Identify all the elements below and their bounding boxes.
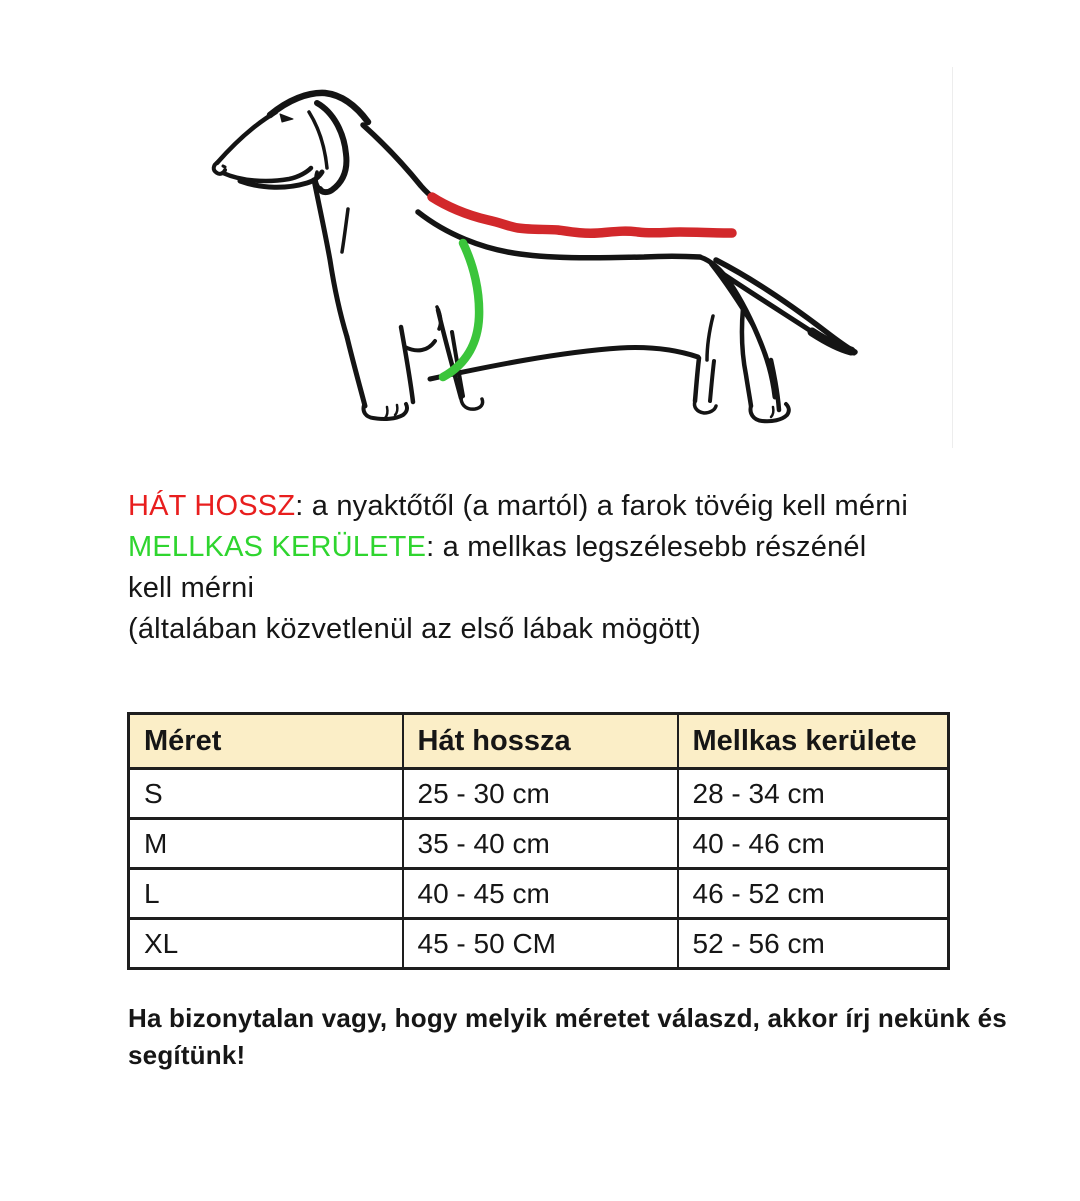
dog-nostril (223, 166, 225, 167)
dachshund-drawing (110, 60, 970, 470)
size-table-body (129, 769, 949, 969)
measurement-diagram (110, 60, 970, 470)
chest-girth-cell: 46 - 52 cm (678, 869, 949, 919)
dog-throat-line (314, 180, 347, 337)
dog-front-paw-toe (385, 407, 387, 418)
dog-thigh-line (711, 264, 755, 329)
table-row-xl (129, 919, 949, 969)
dog-neck-top-line (363, 125, 437, 201)
col-header-chest-girth: Mellkas kerülete (678, 714, 949, 769)
legend-line-chest (128, 527, 988, 568)
size-cell: M (129, 819, 403, 869)
table-row-s (129, 769, 949, 819)
dog-far-rear-paw (694, 401, 716, 413)
size-cell: S (129, 769, 403, 819)
col-header-back-length: Hát hossza (403, 714, 678, 769)
dog-far-rear-leg (695, 358, 699, 401)
back-length-cell: 45 - 50 CM (403, 919, 678, 969)
help-note-line1: Ha bizonytalan vagy, hogy melyik méretet válaszd, akkor írj nekünk és (128, 1003, 1007, 1033)
back-length-measure-line (432, 197, 732, 233)
dog-mouth-line (223, 168, 311, 181)
size-cell: L (129, 869, 403, 919)
back-length-cell: 35 - 40 cm (403, 819, 678, 869)
help-note-line2: segítünk! (128, 1040, 246, 1070)
size-table-header (129, 714, 949, 769)
dog-far-front-paw (461, 399, 483, 409)
back-length-cell: 40 - 45 cm (403, 869, 678, 919)
measurement-legend (128, 486, 988, 650)
back-length-cell: 25 - 30 cm (403, 769, 678, 819)
table-row-m (129, 819, 949, 869)
dog-front-paw-toe2 (395, 405, 397, 415)
dog-eye (280, 114, 293, 122)
dog-front-leg-back-edge (401, 327, 413, 402)
dog-front-leg-front-edge (347, 337, 365, 406)
chest-girth-description: : a mellkas legszélesebb részénél (426, 531, 867, 563)
dog-tail-top-line (716, 260, 855, 352)
legend-line-note: (általában közvetlenül az első lábak mögött) (128, 613, 702, 645)
chest-girth-cell: 52 - 56 cm (678, 919, 949, 969)
dog-elbow-tuft (437, 307, 441, 329)
dog-muzzle-top-line (217, 112, 276, 163)
dog-chest-bottom-line (405, 341, 435, 350)
dog-rear-paw (750, 404, 788, 421)
chest-girth-cell: 40 - 46 cm (678, 819, 949, 869)
chest-girth-term: MELLKAS KERÜLETE (128, 531, 427, 563)
col-header-size: Méret (129, 714, 403, 769)
dog-thigh-crease (707, 316, 713, 360)
legend-line-chest-cont: kell mérni (128, 572, 255, 604)
size-cell: XL (129, 919, 403, 969)
legend-line-back (128, 486, 988, 527)
chest-girth-cell: 28 - 34 cm (678, 769, 949, 819)
dog-ear-inner (309, 112, 327, 168)
dog-rear-paw-toe (771, 407, 773, 417)
back-length-term: HÁT HOSSZ (128, 490, 296, 522)
table-row-l (129, 869, 949, 919)
dog-ear-outer (317, 103, 346, 192)
help-note (128, 1000, 1008, 1074)
size-table (127, 712, 950, 970)
dog-far-rear-leg-edge (710, 361, 714, 401)
image-edge-artifact (952, 67, 953, 448)
dog-outline (214, 93, 855, 421)
header-row (129, 714, 949, 769)
back-length-description: : a nyaktőtől (a martól) a farok tövéig kell mérni (295, 490, 909, 522)
dog-neck-crease (342, 209, 348, 252)
